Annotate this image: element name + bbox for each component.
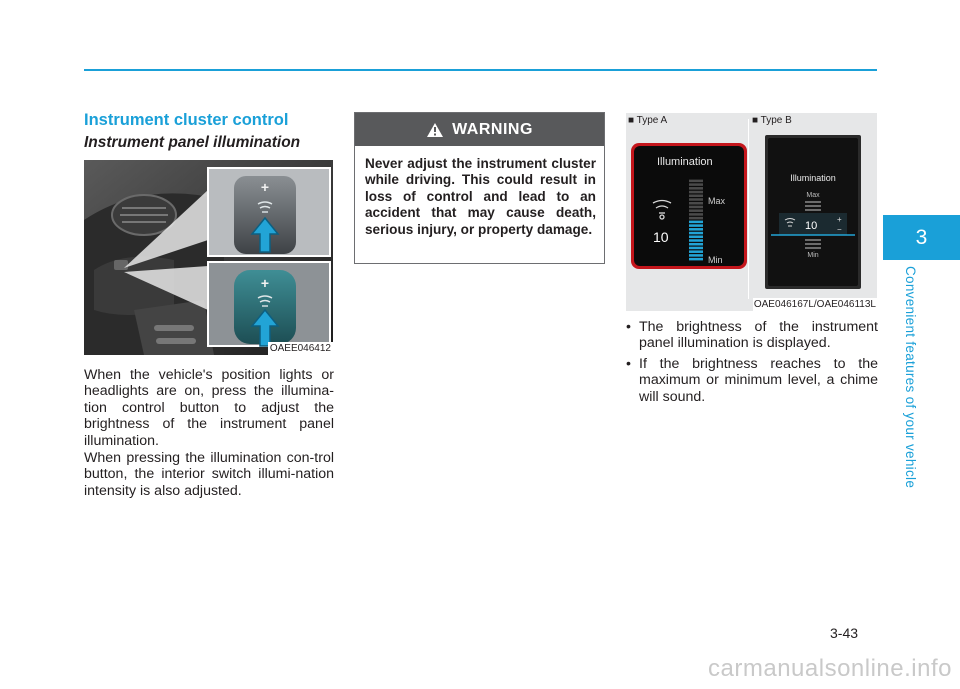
bullet-text: The brightness of the instrument panel illumination is displayed.: [639, 319, 878, 352]
level-segment: [689, 243, 703, 246]
type-b-min-label: Min: [807, 252, 819, 259]
type-a-max-label: Max: [708, 196, 726, 206]
level-segment: [689, 250, 703, 253]
level-segment: [689, 232, 703, 235]
warning-triangle-icon: [426, 122, 444, 138]
type-b-minus: −: [837, 225, 842, 234]
level-segment: [689, 195, 703, 198]
level-segment: [689, 187, 703, 190]
warning-header: [355, 113, 604, 146]
page-number: 3-43: [830, 625, 859, 641]
type-b-label: ■ Type B: [752, 115, 792, 126]
figure-divider: [748, 119, 749, 299]
level-segment: [689, 213, 703, 216]
subsection-title: Instrument panel illumination: [84, 134, 301, 151]
type-a-label: ■ Type A: [628, 115, 668, 126]
level-segment: [689, 180, 703, 183]
body-paragraph-2: When pressing the illumination con-trol button, the interior switch illumi-nation intensity is also adjusted.: [84, 450, 334, 499]
plus-symbol-lower: +: [260, 275, 270, 291]
type-b-display: [765, 135, 861, 289]
section-title: Instrument cluster control: [84, 111, 289, 129]
type-a-title: Illumination: [657, 156, 713, 168]
figure-caption: OAE046167L/OAE046113L: [753, 299, 876, 310]
bullet-dot: •: [626, 355, 631, 372]
level-segment: [689, 191, 703, 194]
header-rule: [84, 69, 877, 71]
warning-text: Never adjust the instrument cluster while driving. This could result in loss of control and lead to an accident that may cause death, serious injury, or property damage.: [365, 156, 596, 237]
level-segment: [689, 258, 703, 261]
type-b-title: Illumination: [790, 173, 836, 183]
photo-caption: OAEE046412: [269, 343, 331, 354]
type-a-min-label: Min: [708, 255, 723, 265]
type-b-level: 10: [805, 220, 818, 232]
chapter-title: Convenient features of your vehicle: [903, 266, 918, 489]
plus-symbol-upper: +: [260, 179, 270, 195]
level-segment: [689, 217, 703, 220]
level-segment: [689, 236, 703, 239]
level-segment: [689, 228, 703, 231]
dashboard-photo: [84, 160, 333, 355]
level-segment: [689, 183, 703, 186]
level-segment: [689, 239, 703, 242]
list-item: [623, 356, 878, 405]
warning-heading: WARNING: [452, 120, 533, 138]
warning-box: [354, 112, 605, 264]
level-segment: [689, 198, 703, 201]
type-a-display: [631, 143, 747, 269]
body-paragraph-1: When the vehicle's position lights or headlights are on, press the illumina-tion control button to adjust the brightness of the instrument panel illumination.: [84, 367, 334, 449]
illumination-figure: [626, 113, 877, 311]
type-b-plus: +: [837, 215, 842, 224]
bullet-text: If the brightness reaches to the maximum or minimum level, a chime will sound.: [639, 355, 878, 405]
dashboard-illustration: [84, 160, 333, 355]
watermark: carmanualsonline.info: [708, 655, 952, 682]
level-segment: [689, 202, 703, 205]
level-segment: [689, 209, 703, 212]
level-segment: [689, 224, 703, 227]
type-a-level: 10: [653, 229, 669, 245]
level-segment: [689, 247, 703, 250]
bullet-dot: •: [626, 319, 631, 335]
level-segment: [689, 254, 703, 257]
chapter-number-tab: 3: [883, 215, 960, 260]
bullet-list: [623, 319, 878, 409]
type-b-max-label: Max: [806, 192, 820, 199]
level-segment: [689, 221, 703, 224]
level-segment: [689, 206, 703, 209]
list-item: [623, 319, 878, 352]
